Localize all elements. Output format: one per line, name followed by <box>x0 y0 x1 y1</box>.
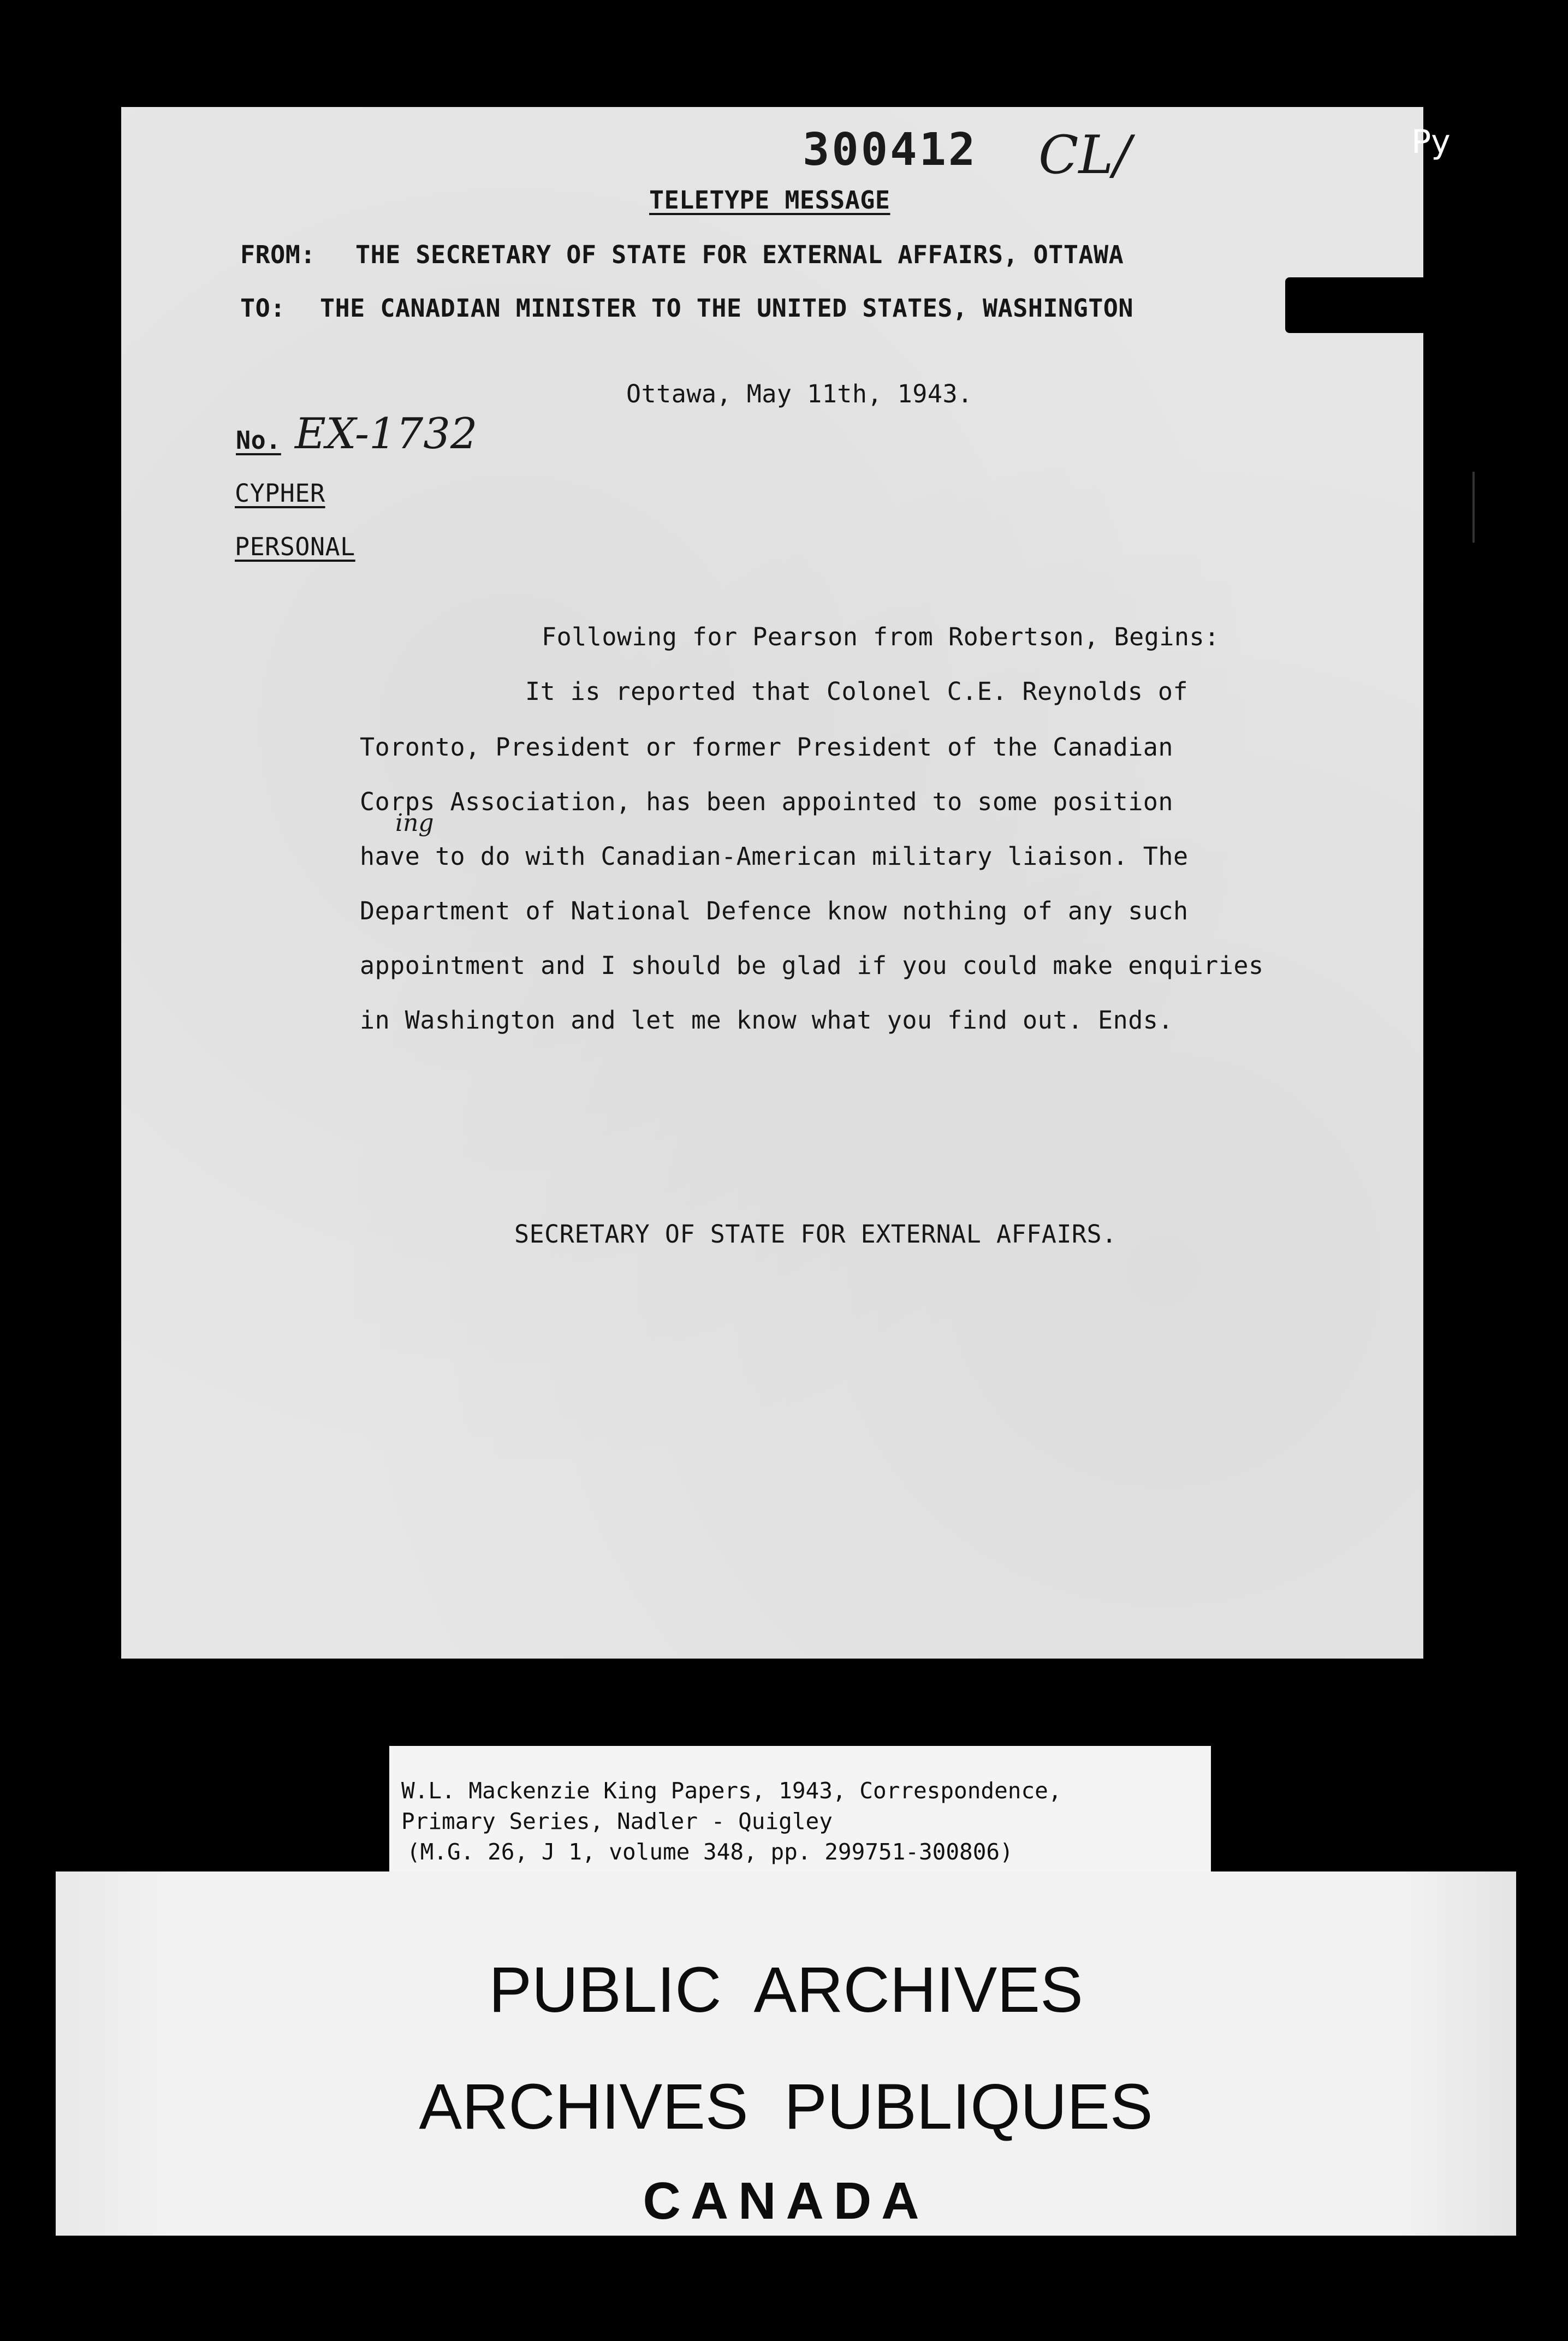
body-line: in Washington and let me know what you find out. Ends. <box>360 1006 1173 1035</box>
teletype-message-page <box>121 107 1423 1659</box>
body-line: Following for Pearson from Robertson, Begins: <box>542 622 1220 651</box>
margin-mark <box>1472 472 1475 543</box>
banner-line-public-archives: PUBLIC ARCHIVES <box>489 1954 1083 2026</box>
corner-handwritten-mark: Py <box>1411 123 1451 161</box>
file-code-handwritten: CL/ <box>1038 124 1131 186</box>
date-line: Ottawa, May 11th, 1943. <box>626 379 973 408</box>
body-line: Toronto, President or former President of the Canadian <box>360 733 1173 762</box>
redaction-block <box>1285 277 1438 333</box>
classification-personal: PERSONAL <box>235 532 355 561</box>
body-line: Corps Association, has been appointed to some position <box>360 787 1173 816</box>
number-value-handwritten: EX-1732 <box>295 409 478 459</box>
from-label: FROM: <box>240 240 316 269</box>
banner-line-archives-publiques: ARCHIVES PUBLIQUES <box>419 2071 1153 2143</box>
body-line: Department of National Defence know nothing of any such <box>360 896 1189 925</box>
handwritten-correction: ing <box>395 809 434 837</box>
archive-number: 300412 <box>803 124 978 176</box>
to-value: THE CANADIAN MINISTER TO THE UNITED STATES, WASHINGTON <box>320 294 1133 323</box>
body-line: It is reported that Colonel C.E. Reynolds of <box>525 677 1189 706</box>
banner-line-canada: CANADA <box>643 2172 929 2230</box>
classification-cypher: CYPHER <box>235 479 325 508</box>
number-label: No. <box>236 426 281 455</box>
public-archives-banner <box>56 1871 1516 2236</box>
from-value: THE SECRETARY OF STATE FOR EXTERNAL AFFAIRS, OTTAWA <box>355 240 1124 269</box>
body-line: have to do with Canadian-American military liaison. The <box>360 842 1189 871</box>
reference-line-1: W.L. Mackenzie King Papers, 1943, Correspondence, <box>401 1778 1062 1804</box>
signature-line: SECRETARY OF STATE FOR EXTERNAL AFFAIRS. <box>514 1220 1117 1249</box>
body-line: appointment and I should be glad if you could make enquiries <box>360 951 1264 980</box>
message-heading: TELETYPE MESSAGE <box>649 186 890 215</box>
reference-line-2: Primary Series, Nadler - Quigley <box>401 1808 833 1834</box>
reference-line-3: (M.G. 26, J 1, volume 348, pp. 299751-300806) <box>407 1839 1013 1865</box>
to-label: TO: <box>240 294 286 323</box>
reference-label <box>389 1746 1211 1875</box>
